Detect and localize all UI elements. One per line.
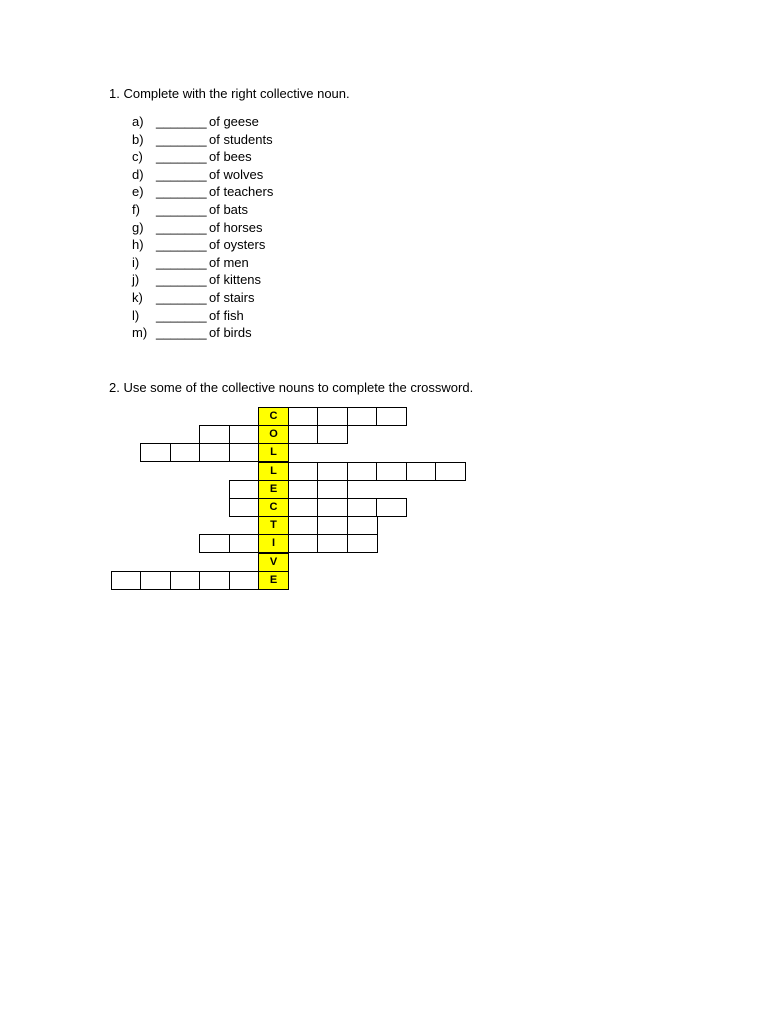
- crossword-cell[interactable]: [376, 498, 407, 517]
- crossword-cell[interactable]: [199, 534, 230, 553]
- item-text: of kittens: [209, 272, 262, 288]
- item-text: of men: [209, 254, 249, 270]
- item-blank: _______: [156, 272, 207, 288]
- crossword-cell[interactable]: [140, 443, 171, 462]
- item-text: of bees: [209, 149, 252, 165]
- crossword-cell[interactable]: [288, 407, 319, 426]
- key-letter-cell: E: [258, 480, 289, 499]
- item-text: of birds: [209, 325, 252, 341]
- item-label: k): [132, 289, 143, 305]
- crossword-cell[interactable]: [199, 425, 230, 444]
- crossword-cell[interactable]: [229, 480, 260, 499]
- item-label: b): [132, 131, 144, 147]
- key-letter-cell: V: [258, 553, 289, 572]
- key-letter-cell: O: [258, 425, 289, 444]
- item-text: of students: [209, 131, 273, 147]
- item-text: of fish: [209, 307, 244, 323]
- crossword-cell[interactable]: [317, 498, 348, 517]
- item-label: m): [132, 325, 148, 341]
- crossword-cell[interactable]: [317, 462, 348, 481]
- crossword-cell[interactable]: [376, 462, 407, 481]
- item-blank: _______: [156, 114, 207, 129]
- crossword-cell[interactable]: [288, 534, 319, 553]
- crossword-cell[interactable]: [317, 516, 348, 535]
- item-text: of horses: [209, 219, 263, 235]
- crossword-cell[interactable]: [288, 516, 319, 535]
- item-text: of stairs: [209, 289, 255, 305]
- item-blank: _______: [156, 237, 207, 253]
- crossword-cell[interactable]: [288, 480, 319, 499]
- item-label: i): [132, 254, 140, 270]
- item-blank: _______: [156, 184, 207, 200]
- item-label: c): [132, 149, 143, 165]
- crossword-cell[interactable]: [317, 425, 348, 444]
- crossword-cell[interactable]: [111, 571, 142, 590]
- crossword-cell[interactable]: [229, 443, 260, 462]
- crossword-cell[interactable]: [347, 534, 378, 553]
- exercise-1-title: 1. Complete with the right collective noun.: [109, 86, 350, 101]
- item-text: of wolves: [209, 166, 264, 182]
- key-letter-cell: C: [258, 498, 289, 517]
- crossword-cell[interactable]: [199, 443, 230, 462]
- item-blank: _______: [156, 166, 207, 182]
- item-label: f): [132, 201, 140, 217]
- item-text: of teachers: [209, 184, 274, 200]
- item-label: d): [132, 166, 144, 182]
- crossword-cell[interactable]: [170, 443, 201, 462]
- item-blank: _______: [156, 219, 207, 235]
- item-text: of bats: [209, 201, 249, 217]
- item-blank: _______: [156, 325, 207, 341]
- item-label: g): [132, 219, 144, 235]
- crossword-cell[interactable]: [435, 462, 466, 481]
- crossword-cell[interactable]: [288, 498, 319, 517]
- crossword-cell[interactable]: [317, 407, 348, 426]
- crossword-cell[interactable]: [406, 462, 437, 481]
- exercise-2-title: 2. Use some of the collective nouns to complete the crossword.: [109, 380, 474, 395]
- key-letter-cell: I: [258, 534, 289, 553]
- crossword-cell[interactable]: [170, 571, 201, 590]
- item-label: a): [132, 114, 144, 129]
- crossword-cell[interactable]: [317, 480, 348, 499]
- crossword-cell[interactable]: [229, 498, 260, 517]
- item-label: e): [132, 184, 144, 200]
- crossword-cell[interactable]: [376, 407, 407, 426]
- item-text: of oysters: [209, 237, 266, 253]
- crossword-cell[interactable]: [347, 462, 378, 481]
- crossword-cell[interactable]: [229, 571, 260, 590]
- crossword-cell[interactable]: [229, 534, 260, 553]
- item-blank: _______: [156, 131, 207, 147]
- crossword-cell[interactable]: [347, 516, 378, 535]
- crossword-cell[interactable]: [288, 425, 319, 444]
- key-letter-cell: L: [258, 462, 289, 481]
- key-letter-cell: C: [258, 407, 289, 426]
- crossword-cell[interactable]: [199, 571, 230, 590]
- item-label: j): [132, 272, 140, 288]
- item-blank: _______: [156, 149, 207, 165]
- item-blank: _______: [156, 289, 207, 305]
- item-blank: _______: [156, 201, 207, 217]
- key-letter-cell: L: [258, 443, 289, 462]
- item-label: l): [132, 307, 140, 323]
- item-blank: _______: [156, 254, 207, 270]
- crossword-cell[interactable]: [347, 407, 378, 426]
- crossword-cell[interactable]: [288, 462, 319, 481]
- item-blank: _______: [156, 307, 207, 323]
- item-text: of geese: [209, 114, 259, 129]
- crossword-cell[interactable]: [229, 425, 260, 444]
- crossword-cell[interactable]: [140, 571, 171, 590]
- crossword-cell[interactable]: [347, 498, 378, 517]
- key-letter-cell: T: [258, 516, 289, 535]
- crossword-cell[interactable]: [317, 534, 348, 553]
- item-label: h): [132, 237, 144, 253]
- key-letter-cell: E: [258, 571, 289, 590]
